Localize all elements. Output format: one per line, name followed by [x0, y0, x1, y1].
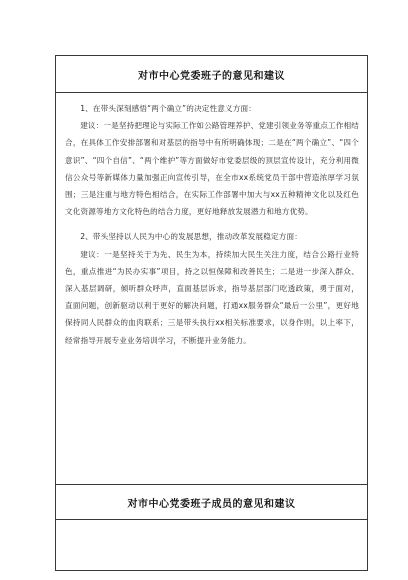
opinion-table: [55, 55, 368, 571]
table-title-committee-members: 对市中心党委班子成员的意见和建议: [56, 484, 367, 520]
section-2-suggestion: 建议：一是坚持关于为先、民生为本，持续加大民生关注力度，结合公路行业特色，重点推进“为民办实事”项目，持之以恒保障和改善民生；二是进一步深入群众、深入基层调研，倾听群众呼声，直面基层诉求，指导基层部门吃透政策，勇于面对，直面问题，创新驱动以利于更好的解决问题，打通xx服务群众“最后一公里”，更好地保持同人民群众的血肉联系；三是带头执行xx相关标准要求，以身作则，以上率下，经常指导开展专业业务培训学习，不断提升业务能力。: [65, 249, 359, 345]
section-1-suggestion: 建议：一是坚持把理论与实际工作如公路管理养护、党建引领业务等重点工作相结合，在具体工作安排部署和对基层的指导中有所明确体现；二是在“两个确立”、“四个意识”、“四个自信”、“两个维护”等方面做好市党委层级的顶层宣传设计，充分利用微信公众号等新媒体力量加强正向宣传引导，在全市xx系统党员干部中营造浓厚学习氛围；三是注重与地方特色相结合，在实际工作部署中加大与xx五种精神文化以及红色文化资源等地方文化特色的结合力度，更好地释放发展潜力和地方优势。: [65, 121, 359, 217]
table-title-party-committee: 对市中心党委班子的意见和建议: [56, 56, 367, 93]
table-content: [65, 100, 359, 349]
section-gap: [65, 220, 359, 228]
section-1-heading: 1、在带头深刻感悟“两个确立”的决定性意义方面：: [80, 104, 256, 113]
section-2-heading: 2、带头坚持以人民为中心的发展思想，推动改革发展稳定方面：: [80, 232, 302, 242]
